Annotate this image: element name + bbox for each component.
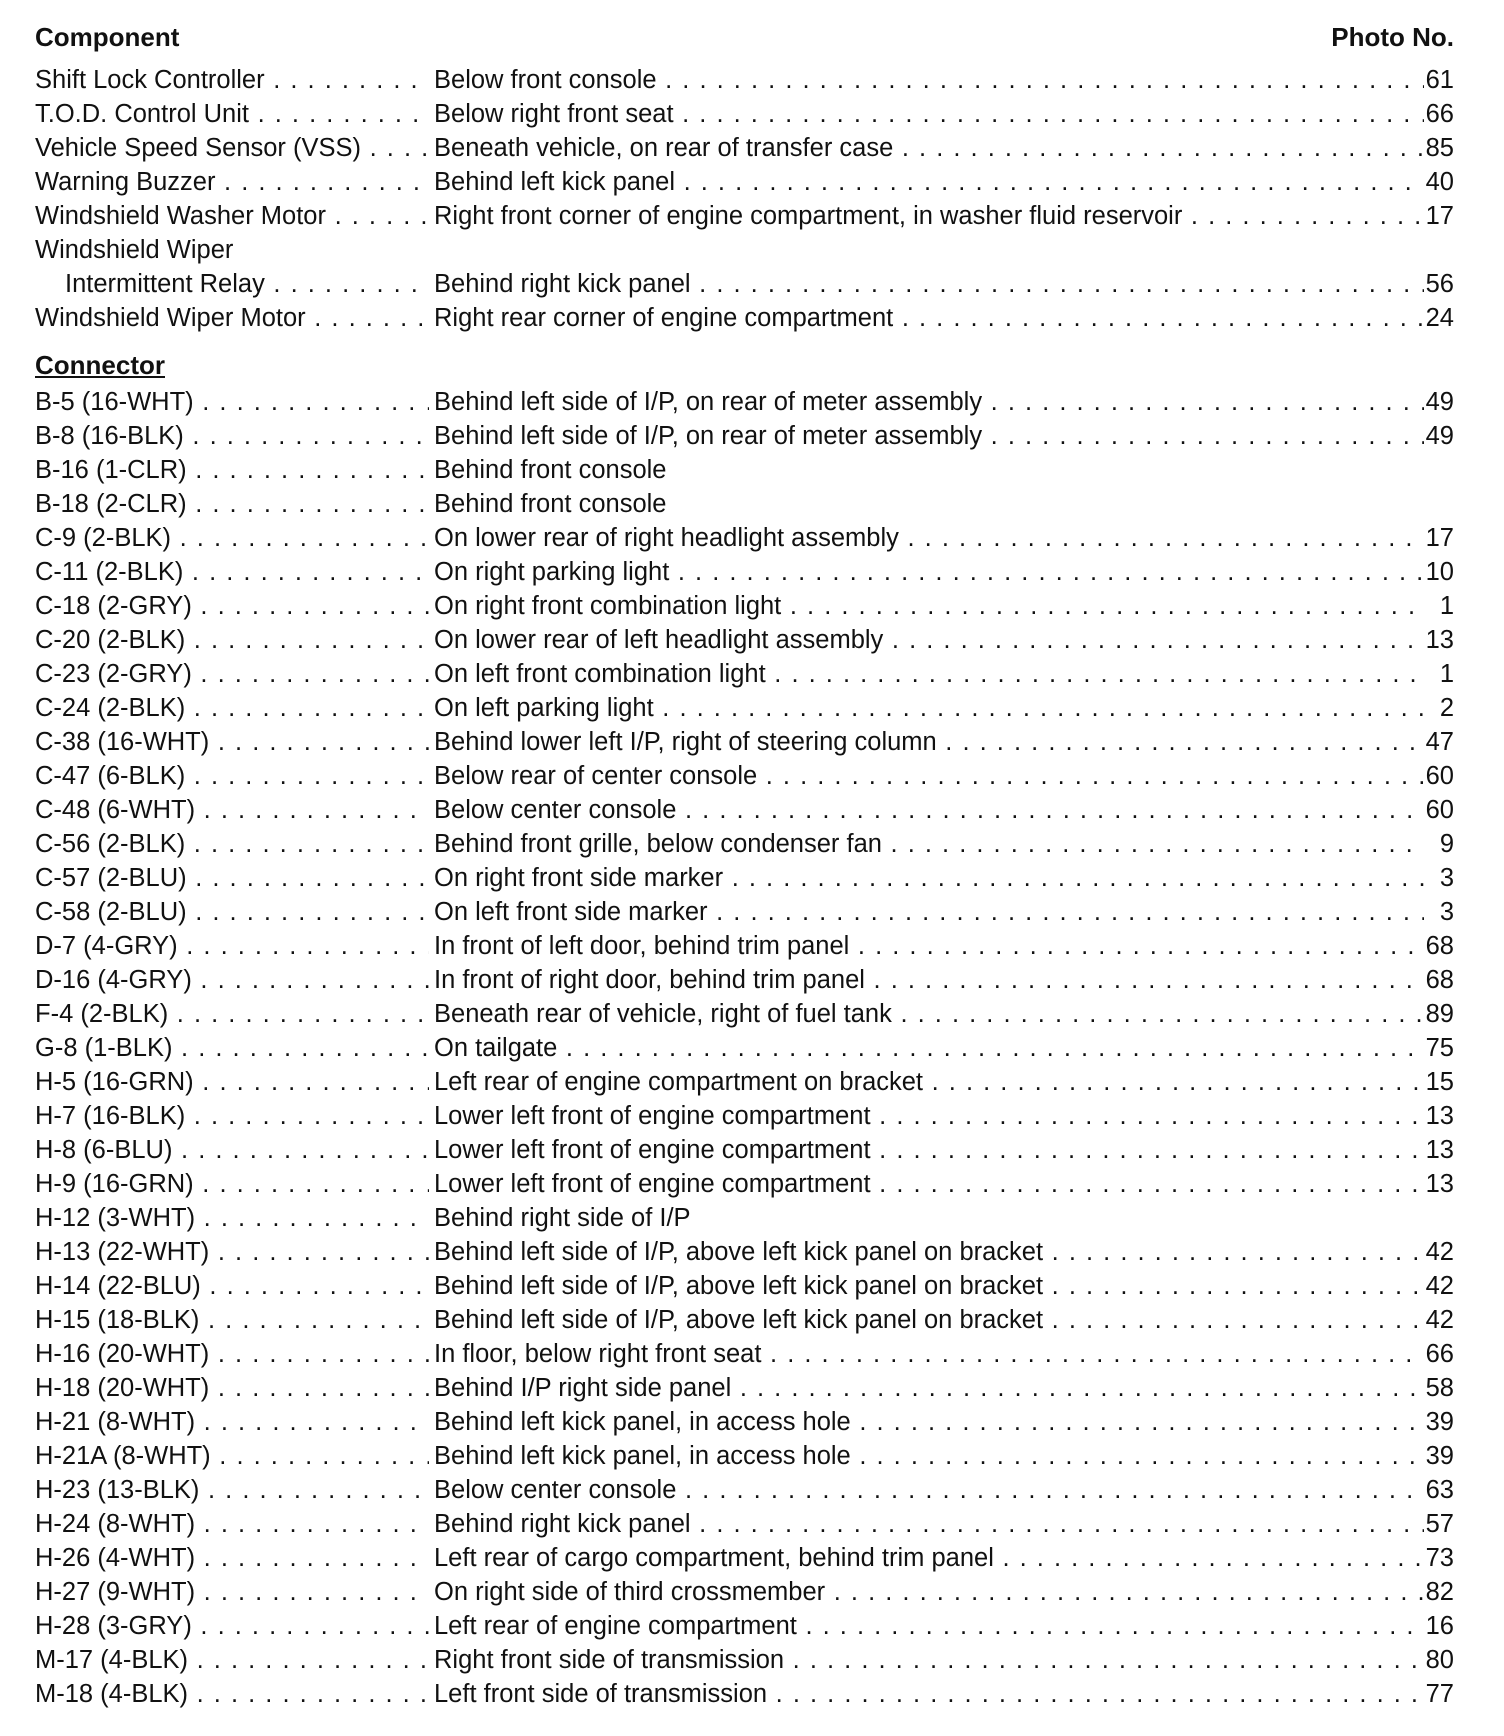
list-item [35, 521, 1454, 555]
entry-photo-number: 2 [1439, 694, 1454, 722]
entry-location: Behind left kick panel, in access hole . . . [434, 1439, 1424, 1473]
list-item [35, 997, 1454, 1031]
entry-name: C-18 (2-GRY) . . . [35, 589, 429, 623]
entry-name: Windshield Wiper Motor . . . [35, 301, 429, 335]
entry-photo-number: 75 [1425, 1034, 1454, 1062]
entry-photo-number: 13 [1425, 1136, 1454, 1164]
list-item [35, 131, 1454, 165]
entry-name: H-8 (6-BLU) . . . [35, 1133, 429, 1167]
entry-location: Below center console . . . [434, 793, 1424, 827]
entry-photo-number: 66 [1425, 1340, 1454, 1368]
entry-photo-number: 60 [1425, 796, 1454, 824]
photo-no-header: Photo No. [1331, 22, 1454, 52]
entry-name: Shift Lock Controller . . . [35, 63, 429, 97]
entry-location: Lower left front of engine compartment . . . [434, 1167, 1424, 1201]
entry-name: H-5 (16-GRN) . . . [35, 1065, 429, 1099]
entry-photo-number: 80 [1425, 1646, 1454, 1674]
entry-name: H-27 (9-WHT) . . . [35, 1575, 429, 1609]
entry-location: On lower rear of left headlight assembly . . . [434, 623, 1424, 657]
entry-photo-number: 13 [1425, 1102, 1454, 1130]
list-item [35, 963, 1454, 997]
list-item [35, 1541, 1454, 1575]
entry-location: Behind right kick panel . . . [434, 1507, 1424, 1541]
entry-name: H-15 (18-BLK) . . . [35, 1303, 429, 1337]
entry-name: M-17 (4-BLK) . . . [35, 1643, 429, 1677]
list-item [35, 793, 1454, 827]
entry-location: Behind front console [434, 490, 667, 518]
entry-photo-number: 16 [1425, 1612, 1454, 1640]
entry-location: Behind I/P right side panel . . . [434, 1371, 1424, 1405]
list-item [35, 1609, 1454, 1643]
list-item [35, 1303, 1454, 1337]
entry-location: Below center console . . . [434, 1473, 1424, 1507]
list-item [35, 1235, 1454, 1269]
list-item [35, 233, 1454, 267]
list-item [35, 589, 1454, 623]
entry-photo-number: 42 [1425, 1306, 1454, 1334]
entry-name: B-5 (16-WHT) . . . [35, 385, 429, 419]
list-item [35, 487, 1454, 521]
entry-name: F-4 (2-BLK) . . . [35, 997, 429, 1031]
list-item [35, 267, 1454, 301]
entry-name: H-12 (3-WHT) . . . [35, 1201, 429, 1235]
connector-header: Connector [35, 350, 165, 380]
entry-photo-number: 68 [1425, 932, 1454, 960]
entry-location: Behind front console [434, 456, 667, 484]
component-header: Component [35, 22, 180, 52]
list-item [35, 1031, 1454, 1065]
entry-photo-number: 58 [1425, 1374, 1454, 1402]
list-item [35, 623, 1454, 657]
list-item [35, 419, 1454, 453]
entry-photo-number: 82 [1425, 1578, 1454, 1606]
list-item [35, 63, 1454, 97]
list-item [35, 1099, 1454, 1133]
list-item [35, 1201, 1454, 1235]
entry-name: C-47 (6-BLK) . . . [35, 759, 429, 793]
entry-photo-number: 73 [1425, 1544, 1454, 1572]
entry-photo-number: 17 [1425, 524, 1454, 552]
entry-photo-number: 3 [1439, 898, 1454, 926]
entry-location: Behind left kick panel . . . [434, 165, 1424, 199]
entry-location: On left parking light . . . [434, 691, 1424, 725]
entry-location: Behind right side of I/P [434, 1204, 691, 1232]
entry-name: M-18 (4-BLK) . . . [35, 1677, 429, 1711]
entry-name: H-7 (16-BLK) . . . [35, 1099, 429, 1133]
list-item [35, 1133, 1454, 1167]
entry-name: C-23 (2-GRY) . . . [35, 657, 429, 691]
entry-photo-number: 66 [1425, 100, 1454, 128]
list-item [35, 165, 1454, 199]
list-item [35, 861, 1454, 895]
entry-name: C-38 (16-WHT) . . . [35, 725, 429, 759]
list-item [35, 691, 1454, 725]
entry-photo-number: 10 [1425, 558, 1454, 586]
entry-photo-number: 15 [1425, 1068, 1454, 1096]
list-item [35, 1167, 1454, 1201]
entry-location: Left rear of engine compartment . . . [434, 1609, 1424, 1643]
list-item [35, 895, 1454, 929]
entry-location: Right front side of transmission . . . [434, 1643, 1424, 1677]
entry-location: On right side of third crossmember . . . [434, 1575, 1424, 1609]
entry-location: In front of right door, behind trim panel . . . [434, 963, 1424, 997]
list-item [35, 1269, 1454, 1303]
entry-location: On left front side marker . . . [434, 895, 1424, 929]
entry-name: D-7 (4-GRY) . . . [35, 929, 429, 963]
entry-name: H-18 (20-WHT) . . . [35, 1371, 429, 1405]
entry-location: Below right front seat . . . [434, 97, 1424, 131]
list-item [35, 97, 1454, 131]
entry-location: On right front combination light . . . [434, 589, 1424, 623]
table-header [35, 22, 1454, 54]
entry-photo-number: 1 [1439, 660, 1454, 688]
entry-name: H-24 (8-WHT) . . . [35, 1507, 429, 1541]
entry-location: Lower left front of engine compartment . . . [434, 1099, 1424, 1133]
entry-photo-number: 60 [1425, 762, 1454, 790]
entry-name: C-11 (2-BLK) . . . [35, 555, 429, 589]
list-item [35, 453, 1454, 487]
entry-photo-number: 40 [1425, 168, 1454, 196]
entry-location: On right parking light . . . [434, 555, 1424, 589]
entry-location: Below front console . . . [434, 63, 1424, 97]
entry-photo-number: 89 [1425, 1000, 1454, 1028]
entry-photo-number: 63 [1425, 1476, 1454, 1504]
entry-name: H-13 (22-WHT) . . . [35, 1235, 429, 1269]
entry-name: B-18 (2-CLR) . . . [35, 487, 429, 521]
list-item [35, 1065, 1454, 1099]
entry-name: H-14 (22-BLU) . . . [35, 1269, 429, 1303]
entry-location: Left rear of engine compartment on bracket . . . [434, 1065, 1424, 1099]
entry-photo-number: 13 [1425, 1170, 1454, 1198]
entry-location: In floor, below right front seat . . . [434, 1337, 1424, 1371]
entry-location: On right front side marker . . . [434, 861, 1424, 895]
entry-name: H-21A (8-WHT) . . . [35, 1439, 429, 1473]
entry-photo-number: 39 [1425, 1408, 1454, 1436]
entry-name: C-57 (2-BLU) . . . [35, 861, 429, 895]
entry-location: Behind left side of I/P, on rear of meter assembly . . . [434, 419, 1424, 453]
entry-photo-number: 49 [1425, 422, 1454, 450]
entry-photo-number: 42 [1425, 1238, 1454, 1266]
list-item [35, 1371, 1454, 1405]
entry-name: C-20 (2-BLK) . . . [35, 623, 429, 657]
entry-location: Left rear of cargo compartment, behind trim panel . . . [434, 1541, 1424, 1575]
entry-location: Beneath rear of vehicle, right of fuel tank . . . [434, 997, 1424, 1031]
list-item [35, 657, 1454, 691]
entry-location: Behind left side of I/P, on rear of meter assembly . . . [434, 385, 1424, 419]
entry-name: H-23 (13-BLK) . . . [35, 1473, 429, 1507]
entry-location: Behind front grille, below condenser fan . . . [434, 827, 1424, 861]
list-item [35, 385, 1454, 419]
entry-name: B-16 (1-CLR) . . . [35, 453, 429, 487]
entry-location: Lower left front of engine compartment . . . [434, 1133, 1424, 1167]
list-item [35, 199, 1454, 233]
entry-photo-number: 39 [1425, 1442, 1454, 1470]
entry-location: Behind left side of I/P, above left kick panel on bracket . . . [434, 1303, 1424, 1337]
entry-name: D-16 (4-GRY) . . . [35, 963, 429, 997]
entry-photo-number: 24 [1425, 304, 1454, 332]
entry-location: Left front side of transmission . . . [434, 1677, 1424, 1711]
list-item [35, 1643, 1454, 1677]
list-item [35, 1405, 1454, 1439]
entry-name: C-9 (2-BLK) . . . [35, 521, 429, 555]
entry-name: T.O.D. Control Unit . . . [35, 97, 429, 131]
entry-photo-number: 13 [1425, 626, 1454, 654]
entry-photo-number: 68 [1425, 966, 1454, 994]
entry-location: Behind right kick panel . . . [434, 267, 1424, 301]
entry-name: C-24 (2-BLK) . . . [35, 691, 429, 725]
entry-location: Right rear corner of engine compartment . . . [434, 301, 1424, 335]
entry-location: Below rear of center console . . . [434, 759, 1424, 793]
entry-name: H-9 (16-GRN) . . . [35, 1167, 429, 1201]
entry-photo-number: 9 [1439, 830, 1454, 858]
list-item [35, 555, 1454, 589]
entry-location: Behind left side of I/P, above left kick panel on bracket . . . [434, 1269, 1424, 1303]
list-item [35, 1507, 1454, 1541]
entry-photo-number: 17 [1425, 202, 1454, 230]
entry-name: Intermittent Relay . . . [35, 267, 429, 301]
entry-name: H-28 (3-GRY) . . . [35, 1609, 429, 1643]
entry-name: G-8 (1-BLK) . . . [35, 1031, 429, 1065]
list-item [35, 1575, 1454, 1609]
entry-photo-number: 61 [1425, 66, 1454, 94]
entry-photo-number: 47 [1425, 728, 1454, 756]
entry-name: C-48 (6-WHT) . . . [35, 793, 429, 827]
list-item [35, 725, 1454, 759]
entry-photo-number: 56 [1425, 270, 1454, 298]
entry-location: On tailgate . . . [434, 1031, 1424, 1065]
entry-name: C-58 (2-BLU) . . . [35, 895, 429, 929]
entry-photo-number: 77 [1425, 1680, 1454, 1708]
list-item [35, 1337, 1454, 1371]
entry-location: On lower rear of right headlight assembly . . . [434, 521, 1424, 555]
entry-name: Warning Buzzer . . . [35, 165, 429, 199]
entry-name: Windshield Wiper [35, 236, 234, 264]
entry-photo-number: 3 [1439, 864, 1454, 892]
entry-name: Windshield Washer Motor . . . [35, 199, 429, 233]
list-item [35, 301, 1454, 335]
entry-location: Beneath vehicle, on rear of transfer case . . . [434, 131, 1424, 165]
entry-location: On left front combination light . . . [434, 657, 1424, 691]
entry-name: H-21 (8-WHT) . . . [35, 1405, 429, 1439]
list-item [35, 759, 1454, 793]
entry-name: H-26 (4-WHT) . . . [35, 1541, 429, 1575]
list-item [35, 1473, 1454, 1507]
entry-name: Vehicle Speed Sensor (VSS) . . . [35, 131, 429, 165]
entry-photo-number: 1 [1439, 592, 1454, 620]
entry-photo-number: 57 [1425, 1510, 1454, 1538]
entry-photo-number: 49 [1425, 388, 1454, 416]
entry-location: Right front corner of engine compartment, in washer fluid reservoir . . . [434, 199, 1424, 233]
list-item [35, 827, 1454, 861]
list-item [35, 929, 1454, 963]
entry-location: In front of left door, behind trim panel . . . [434, 929, 1424, 963]
entry-location: Behind left kick panel, in access hole . . . [434, 1405, 1424, 1439]
entry-name: B-8 (16-BLK) . . . [35, 419, 429, 453]
entry-name: C-56 (2-BLK) . . . [35, 827, 429, 861]
entry-photo-number: 85 [1425, 134, 1454, 162]
list-item [35, 1677, 1454, 1711]
entry-photo-number: 42 [1425, 1272, 1454, 1300]
entry-location: Behind left side of I/P, above left kick panel on bracket . . . [434, 1235, 1424, 1269]
list-item [35, 1439, 1454, 1473]
entry-location: Behind lower left I/P, right of steering column . . . [434, 725, 1424, 759]
entry-name: H-16 (20-WHT) . . . [35, 1337, 429, 1371]
